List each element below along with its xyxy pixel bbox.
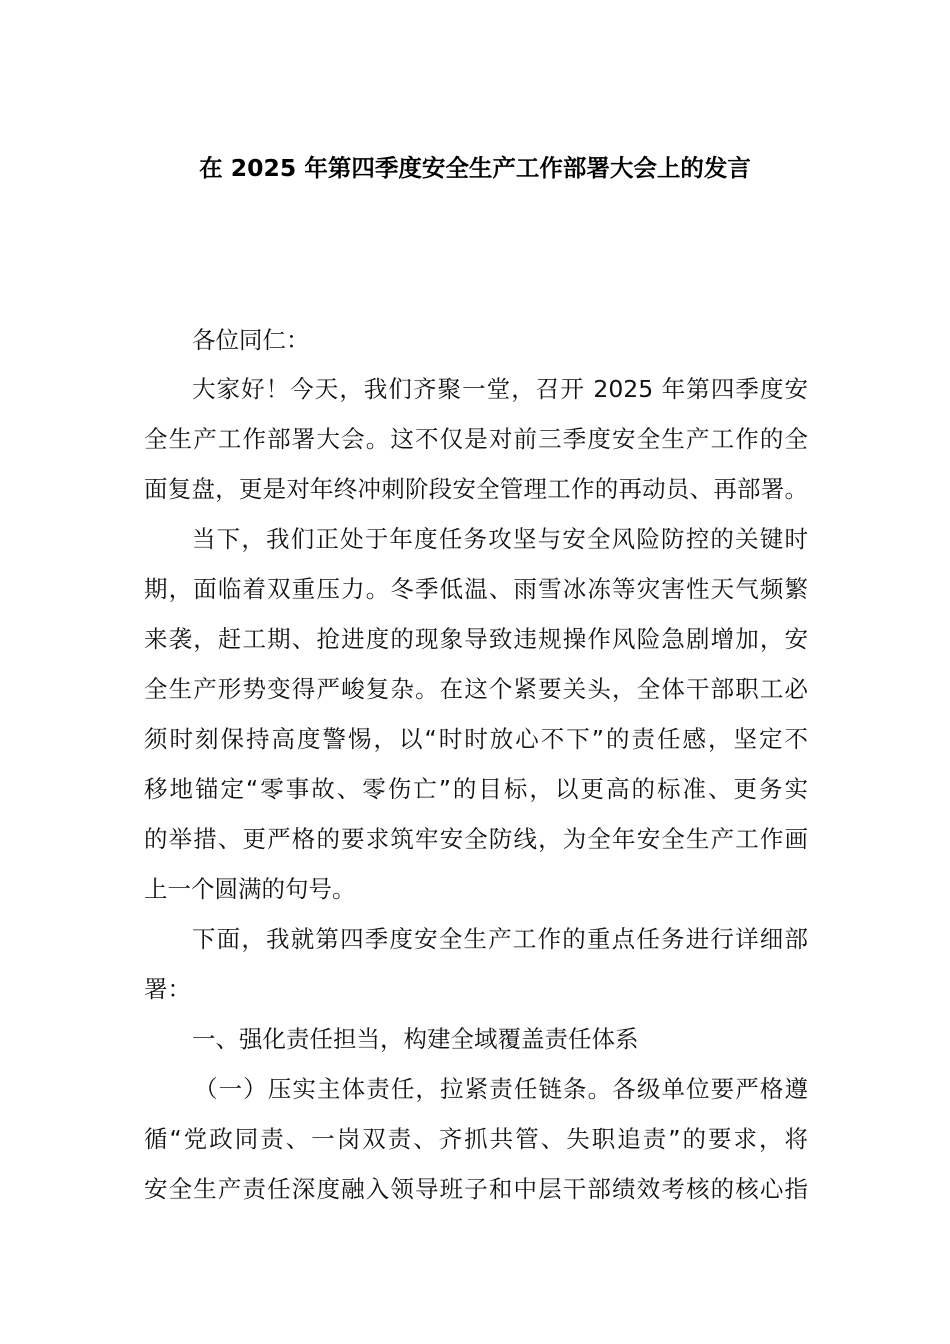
paragraph-line: 循“党政同责、一岗双责、齐抓共管、失职追责”的要求，将 <box>144 1125 808 1153</box>
paragraph-line: 上一个圆满的句号。 <box>144 875 356 903</box>
paragraph-line: 须时刻保持高度警惕，以“时时放心不下”的责任感，坚定不 <box>144 725 808 753</box>
paragraph-line: 下面，我就第四季度安全生产工作的重点任务进行详细部 <box>192 925 808 953</box>
paragraph-line: 期，面临着双重压力。冬季低温、雨雪冰冻等灾害性天气频繁 <box>144 575 808 603</box>
paragraph-line: 移地锚定“零事故、零伤亡”的目标，以更高的标准、更务实 <box>144 775 808 803</box>
paragraph-line: 安全生产责任深度融入领导班子和中层干部绩效考核的核心指 <box>144 1175 808 1203</box>
paragraph-line: 全生产工作部署大会。这不仅是对前三季度安全生产工作的全 <box>144 425 808 453</box>
paragraph-line: 署： <box>144 975 191 1003</box>
salutation: 各位同仁： <box>192 326 310 354</box>
paragraph-line: 面复盘，更是对年终冲刺阶段安全管理工作的再动员、再部署。 <box>144 475 808 503</box>
paragraph-line: 全生产形势变得严峻复杂。在这个紧要关头，全体干部职工必 <box>144 675 808 703</box>
document-title: 在 2025 年第四季度安全生产工作部署大会上的发言 <box>199 154 751 182</box>
paragraph-line: （一）压实主体责任，拉紧责任链条。各级单位要严格遵 <box>194 1075 808 1103</box>
paragraph-line: 来袭，赶工期、抢进度的现象导致违规操作风险急剧增加，安 <box>144 625 808 653</box>
paragraph-line: 当下，我们正处于年度任务攻坚与安全风险防控的关键时 <box>192 525 808 553</box>
paragraph-line: 大家好！今天，我们齐聚一堂，召开 2025 年第四季度安 <box>192 375 808 403</box>
paragraph-line: 的举措、更严格的要求筑牢安全防线，为全年安全生产工作画 <box>144 825 808 853</box>
section-heading: 一、强化责任担当，构建全域覆盖责任体系 <box>192 1025 639 1053</box>
